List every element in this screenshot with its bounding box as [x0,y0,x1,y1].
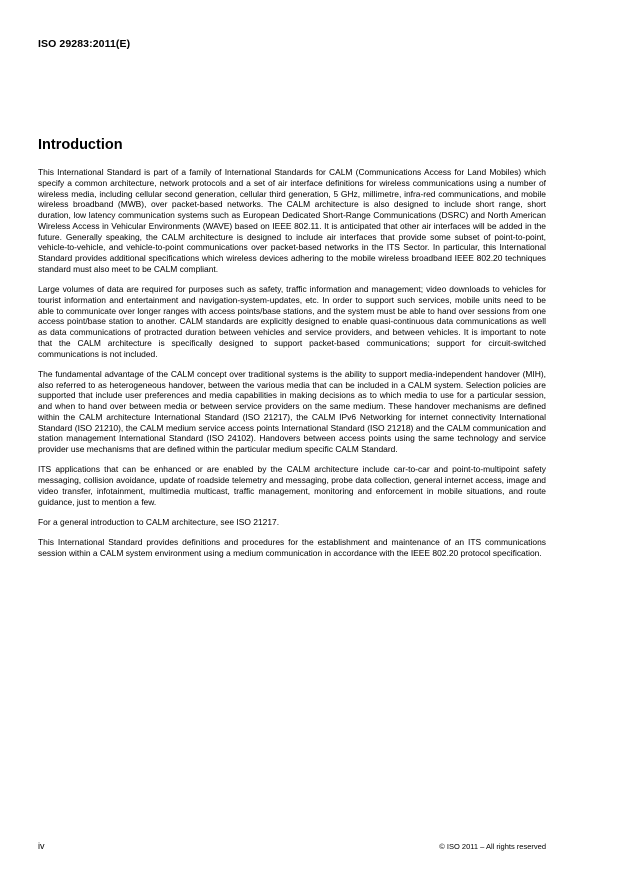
paragraph-its-applications: ITS applications that can be enhanced or are enabled by the CALM architecture include car-to-car and point-to-multipoint safety messaging, collision avoidance, update of roadside telemetry and messaging, probe data collection, general internet access, image and video transfer, infotainment, multimedia multicast, traffic management, monitoring and enforcement in mobile situations, and route guidance, just to mention a few. [38,464,546,507]
introduction-body [38,167,546,568]
paragraph-general-introduction: For a general introduction to CALM architecture, see ISO 21217. [38,516,280,527]
paragraph-scope: This International Standard provides definitions and procedures for the establishment and maintenance of an ITS communications session within a CALM system environment using a medium communication in accordance with the IEEE 802.20 protocol specification. [38,537,546,558]
paragraph-handover: The fundamental advantage of the CALM concept over traditional systems is the ability to support media-independent handover (MIH), also referred to as heterogeneous handover, between the various media that can be included in a CALM system. Selection policies are supported that include user preferences and media capabilities in making decisions as to which media to use for a particular session, and when to hand over between media or between service providers on the same medium. These handover mechanisms are defined within the CALM architecture International Standard (ISO 21217), the CALM IPv6 Networking for internet connectivity International Standard (ISO 21210), the CALM medium service access points International Standard (ISO 21218) and the CALM communication and station management International Standard (ISO 24102). Handovers between access points using the same technology and service provider use mechanisms that are defined within the particular medium specific CALM Standard. [38,368,546,454]
paragraph-data-volumes: Large volumes of data are required for purposes such as safety, traffic information and management; video downloads to vehicles for tourist information and entertainment and navigation-system-updates, etc. In order to support such services, mobile units need to be able to communicate over longer ranges with access points/base stations, and the system must be able to hand over sessions from one access point/base station to another. CALM standards are explicitly designed to enable quasi-continuous data communications as well as data communications of protracted duration between vehicles and service providers, and between vehicles. It is important to note that the CALM architecture is specifically designed to support packet-based communications; support for circuit-switched communications is not included. [38,284,546,359]
paragraph-calm-family: This International Standard is part of a family of International Standards for CALM (Communications Access for Land Mobiles) which specify a common architecture, network protocols and a set of air interface definitions for wireless communications using a number of wireless media, including cellular second generation, cellular third generation, 5 GHz, millimetre, infra-red communications, and mobile wireless broadband (MWB), over packet-based networks. The CALM architecture is also designed to include short range, short duration, low latency communication systems such as European Dedicated Short-Range Communications (DSRC) and North American Wireless Access in Vehicular Environments (WAVE) based on IEEE 802.11. It is anticipated that other air interfaces will be added in the future. Generally speaking, the CALM architecture is designed to include air interfaces that provide some subset of point-to-point, vehicle-to-vehicle, and vehicle-to-point communications over packet-based networks in the ITS Sector. In particular, this International Standard provides additional specifications which wireless devices adhering to the mobile wireless broadband IEEE 802.20 techniques standard must also meet to be CALM compliant. [38,167,546,274]
page-number: iv [38,841,45,851]
copyright-notice: © ISO 2011 – All rights reserved [439,842,546,851]
section-title: Introduction [38,137,123,153]
document-identifier: ISO 29283:2011(E) [38,38,131,50]
